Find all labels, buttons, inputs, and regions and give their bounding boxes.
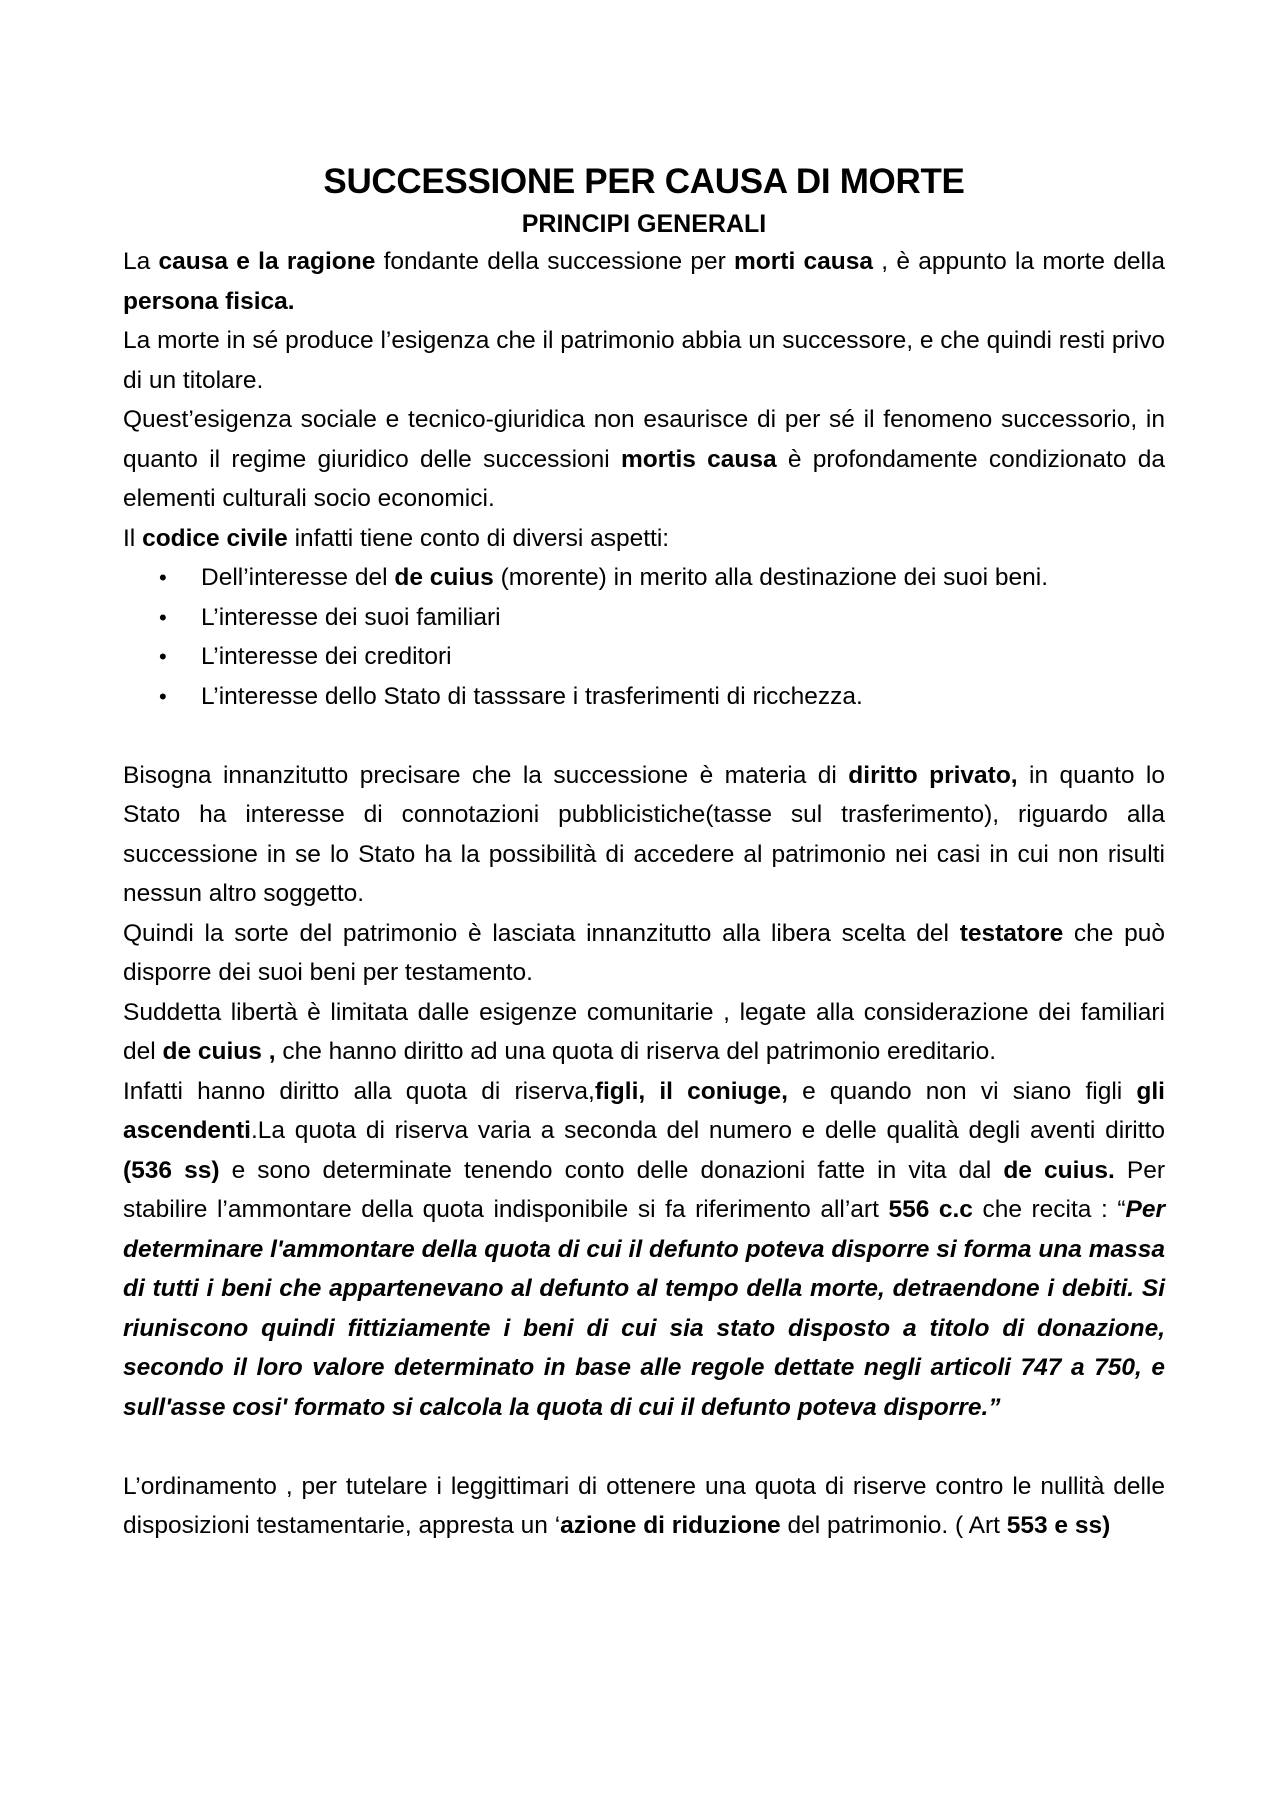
p7-text-c: che hanno diritto ad una quota di riserva del patrimonio ereditario. bbox=[275, 1038, 996, 1065]
p5-text-a: Bisogna innanzitutto precisare che la successione è materia di bbox=[123, 761, 849, 789]
p3-bold-1: mortis causa bbox=[621, 445, 777, 473]
p6-text-a: Quindi la sorte del patrimonio è lasciata innanzitutto alla libera scelta del bbox=[123, 919, 960, 947]
paragraph-2: La morte in sé produce l’esigenza che il patrimonio abbia un successore, e che quindi resti privo di un titolare. bbox=[123, 327, 1165, 394]
p1-text-d: , è appunto la morte della bbox=[872, 248, 1166, 275]
p6-bold-1: testatore bbox=[959, 919, 1064, 947]
document-subtitle: PRINCIPI GENERALI bbox=[521, 210, 767, 238]
p8-bold-2: gli ascendenti bbox=[123, 1077, 1165, 1144]
p8-text-c: e quando non vi siano figli bbox=[787, 1077, 1137, 1105]
p1-text-c: fondante della successione per bbox=[375, 248, 734, 275]
p9-text-c: del patrimonio. ( Art bbox=[780, 1512, 1007, 1539]
p1-bold-1: causa e la ragione bbox=[158, 248, 376, 275]
bullet-icon: • bbox=[159, 683, 167, 709]
bullet-list bbox=[123, 558, 1165, 716]
list-item bbox=[159, 637, 1165, 677]
p1-text-a: La bbox=[123, 248, 159, 275]
list-item bbox=[159, 598, 1165, 638]
bullet-icon: • bbox=[159, 604, 167, 630]
paragraph-5 bbox=[123, 756, 1165, 914]
paragraph-7 bbox=[123, 993, 1165, 1072]
p1-bold-3: persona fisica. bbox=[123, 287, 295, 315]
p5-text-c: in quanto lo Stato ha interesse di connotazioni pubblicistiche(tasse sul trasferimento), riguardo alla successione in se lo Stato ha la possibilità di accedere al patrimonio nei casi in cui non risulti nessun altro soggetto. bbox=[123, 761, 1165, 907]
p9-bold-1: azione di riduzione bbox=[560, 1512, 781, 1539]
paragraph-4 bbox=[123, 519, 1165, 559]
p8-text-g: che recita : “ bbox=[972, 1196, 1126, 1223]
p9-bold-2: 553 e ss) bbox=[1006, 1512, 1111, 1539]
p8-text-a: Infatti hanno diritto alla quota di riserva, bbox=[123, 1077, 595, 1105]
p3-text-a: Quest’esigenza sociale e tecnico-giuridica non esaurisce di per sé il fenomeno successorio, in quanto il regime giuridico delle successioni bbox=[123, 406, 1165, 473]
p4-text-c: infatti tiene conto di diversi aspetti: bbox=[287, 524, 670, 552]
paragraph-6 bbox=[123, 914, 1165, 993]
p8-text-f: Per stabilire l’ammontare della quota indisponibile si fa riferimento all’art bbox=[123, 1156, 1165, 1223]
bullet3-text: L’interesse dei creditori bbox=[201, 643, 452, 670]
article-556-quote: Per determinare l'ammontare della quota di cui il defunto poteva disporre si forma una massa di tutti i beni che appartenevano al defunto al tempo della morte, detraendone i debiti. Si riuniscono quindi fittiziamente i beni di cui sia stato disposto a titolo di donazione, secondo il loro valore determinato in base alle regole dettate negli articoli 747 a 750, e sull'asse cosi' formato si calcola la quota di cui il defunto poteva disporre.” bbox=[123, 1196, 1165, 1421]
p7-text-a: Suddetta libertà è limitata dalle esigenze comunitarie , legate alla considerazione dei familiari del bbox=[123, 998, 1165, 1065]
p8-bold-3: (536 ss) bbox=[123, 1156, 220, 1184]
p9-text-a: L’ordinamento , per tutelare i leggittimari di ottenere una quota di riserve contro le nullità delle disposizioni testamentarie, appresta un ‘ bbox=[123, 1472, 1165, 1539]
bullet4-text: L’interesse dello Stato di tasssare i trasferimenti di ricchezza. bbox=[201, 682, 863, 710]
bullet-icon: • bbox=[159, 565, 167, 590]
paragraph-spacer bbox=[123, 716, 1165, 756]
paragraph-spacer bbox=[123, 1427, 1165, 1467]
p8-bold-1: figli, il coniuge, bbox=[594, 1077, 788, 1105]
bullet1-text-a: Dell’interesse del bbox=[201, 564, 395, 591]
list-item bbox=[159, 677, 1165, 717]
p3-text-c: è profondamente condizionato da elementi culturali socio economici. bbox=[123, 445, 1165, 512]
bullet1-bold: de cuius bbox=[394, 564, 494, 591]
paragraph-8 bbox=[123, 1072, 1165, 1428]
p1-bold-2: morti causa bbox=[734, 248, 873, 275]
p8-bold-4: de cuius. bbox=[1003, 1156, 1115, 1184]
p4-text-a: Il bbox=[123, 524, 143, 552]
paragraph-1 bbox=[123, 242, 1165, 321]
paragraph-3 bbox=[123, 400, 1165, 519]
bullet2-text: L’interesse dei suoi familiari bbox=[201, 603, 501, 631]
document-title: SUCCESSIONE PER CAUSA DI MORTE bbox=[323, 162, 965, 201]
p8-text-e: e sono determinate tenendo conto delle donazioni fatte in vita dal bbox=[219, 1156, 1004, 1184]
bullet1-text-c: (morente) in merito alla destinazione dei suoi beni. bbox=[493, 564, 1049, 591]
p7-bold-1: de cuius , bbox=[162, 1038, 276, 1065]
list-item bbox=[159, 558, 1165, 598]
p4-bold-1: codice civile bbox=[142, 524, 288, 552]
p8-bold-5: 556 c.c bbox=[888, 1196, 973, 1223]
bullet-icon: • bbox=[159, 644, 167, 669]
paragraph-9 bbox=[123, 1467, 1165, 1546]
p6-text-c: che può disporre dei suoi beni per testamento. bbox=[123, 919, 1165, 986]
p8-text-d: .La quota di riserva varia a seconda del numero e delle qualità degli aventi diritto bbox=[251, 1117, 1165, 1144]
p5-bold-1: diritto privato, bbox=[848, 761, 1018, 789]
document-page bbox=[123, 160, 1165, 1546]
